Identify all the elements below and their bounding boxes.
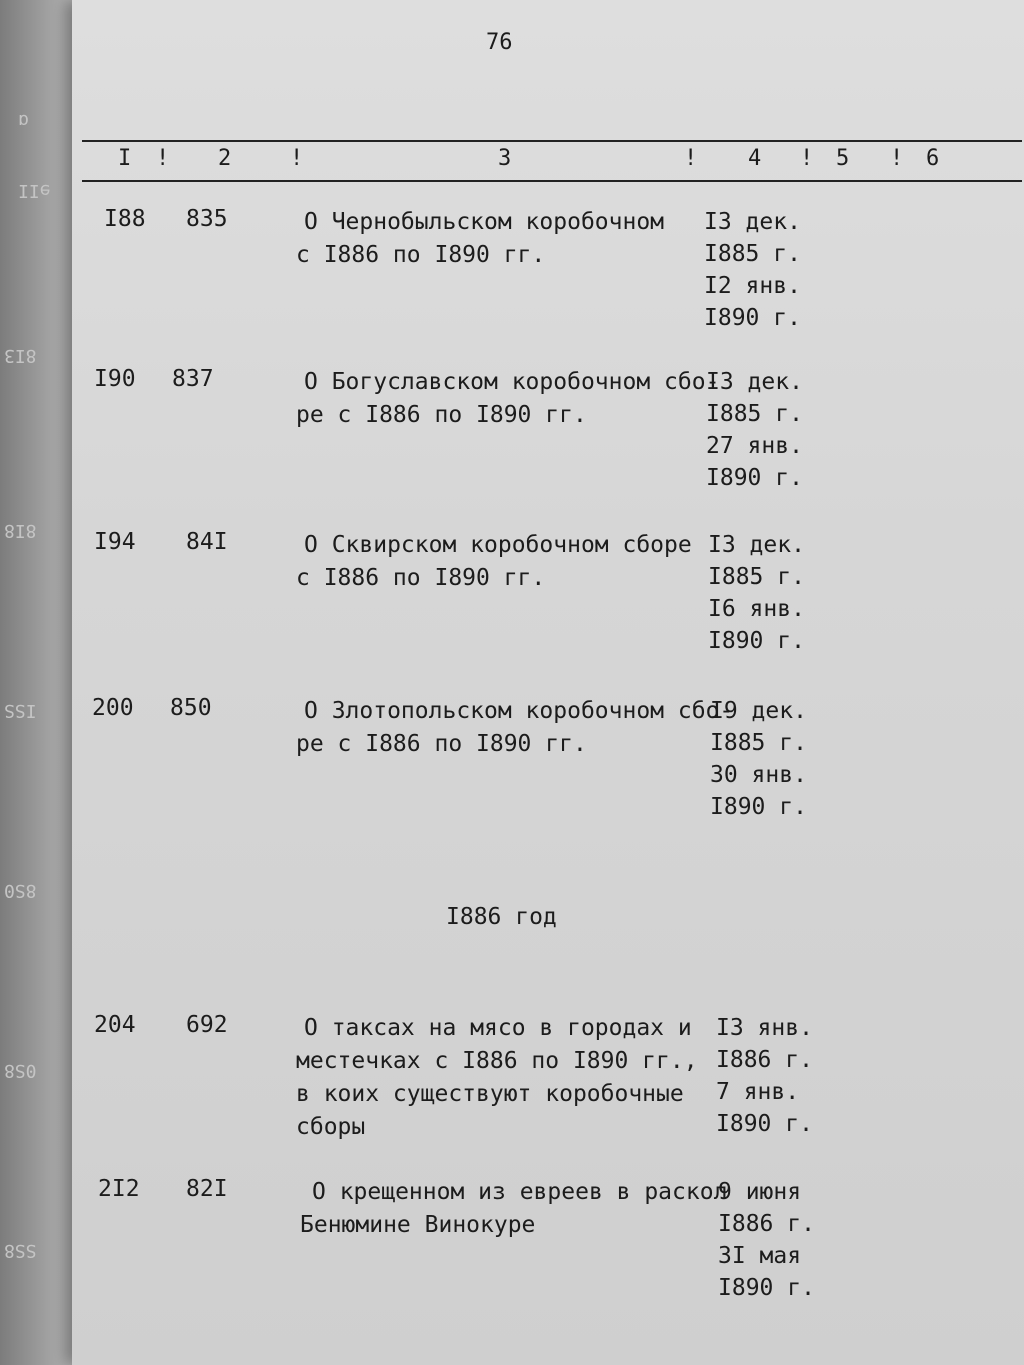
date-line: I2 янв. [704, 273, 801, 299]
row-number: 204 [94, 1012, 136, 1038]
row-dates [708, 529, 805, 657]
description-line: О крещенном из евреев в раскол [312, 1179, 728, 1205]
date-line: I890 г. [704, 305, 801, 331]
description-line: местечках с I886 по I890 гг., [296, 1048, 698, 1074]
description-line: сборы [296, 1114, 366, 1140]
row-dates [716, 1012, 813, 1140]
bleed-through-mark: ɑ [18, 110, 29, 131]
date-line: 9 июня [718, 1179, 802, 1205]
bleed-through-mark: 8S0 [4, 880, 37, 901]
date-line: I890 г. [706, 465, 803, 491]
row-number: I88 [104, 206, 146, 232]
row-dates [706, 366, 803, 494]
description-line: О Сквирском коробочном сборе [304, 532, 692, 558]
description-line: О таксах на мясо в городах и [304, 1015, 692, 1041]
bleed-through-mark: 8I3 [4, 345, 37, 366]
table-top-rule [82, 140, 1022, 142]
description-line: ре с I886 по I890 гг. [296, 731, 587, 757]
year-heading: I886 год [446, 904, 557, 930]
row-description [296, 366, 720, 432]
description-line: с I886 по I890 гг. [296, 565, 546, 591]
date-line: 30 янв. [710, 762, 807, 788]
header-separator: ! [684, 146, 698, 171]
header-col-6: 6 [926, 146, 940, 171]
date-line: I885 г. [706, 401, 803, 427]
header-col-5: 5 [836, 146, 850, 171]
description-line: с I886 по I890 гг. [296, 242, 546, 268]
date-line: I885 г. [708, 564, 805, 590]
table-header-rule [82, 180, 1022, 182]
description-line: О Злотопольском коробочном сбо- [304, 698, 734, 724]
date-line: I3 дек. [704, 209, 801, 235]
date-line: I3 дек. [706, 369, 803, 395]
row-code: 692 [186, 1012, 228, 1038]
header-col-1: I [118, 146, 132, 171]
description-line: Бенюмине Винокуре [300, 1212, 536, 1238]
header-col-3: 3 [498, 146, 512, 171]
row-description [296, 1012, 701, 1144]
row-code: 837 [172, 366, 214, 392]
bleed-through-mark: ɘII [18, 180, 51, 201]
document-page [72, 0, 1024, 1365]
header-col-2: 2 [218, 146, 232, 171]
date-line: I890 г. [718, 1275, 815, 1301]
page-number: 76 [486, 30, 513, 55]
row-code: 82I [186, 1176, 228, 1202]
row-code: 835 [186, 206, 228, 232]
bleed-through-mark: ISS [4, 700, 37, 721]
row-dates [704, 206, 801, 334]
date-line: 27 янв. [706, 433, 803, 459]
date-line: I6 янв. [708, 596, 805, 622]
date-line: 3I мая [718, 1243, 802, 1269]
date-line: I890 г. [708, 628, 805, 654]
date-line: I3 янв. [716, 1015, 813, 1041]
row-description [300, 1176, 728, 1242]
row-description [296, 206, 701, 272]
description-line: О Богуславском коробочном сбо- [304, 369, 720, 395]
description-line: в коих существуют коробочные [296, 1081, 684, 1107]
bleed-through-mark: 0S8 [4, 1060, 37, 1081]
date-line: I9 дек. [710, 698, 807, 724]
date-line: I3 дек. [708, 532, 805, 558]
header-separator: ! [800, 146, 814, 171]
header-col-4: 4 [748, 146, 762, 171]
date-line: I885 г. [704, 241, 801, 267]
date-line: I886 г. [716, 1047, 813, 1073]
row-number: I94 [94, 529, 136, 555]
date-line: I886 г. [718, 1211, 815, 1237]
date-line: I890 г. [710, 794, 807, 820]
row-dates [710, 695, 807, 823]
header-separator: ! [156, 146, 170, 171]
row-description [296, 529, 701, 595]
bleed-through-mark: SS8 [4, 1240, 37, 1261]
date-line: I890 г. [716, 1111, 813, 1137]
date-line: 7 янв. [716, 1079, 800, 1105]
table-header-row [0, 146, 1024, 174]
bleed-through-mark: 8I8 [4, 520, 37, 541]
row-number: 200 [92, 695, 134, 721]
date-line: I885 г. [710, 730, 807, 756]
row-code: 850 [170, 695, 212, 721]
description-line: ре с I886 по I890 гг. [296, 402, 587, 428]
header-separator: ! [290, 146, 304, 171]
row-number: I90 [94, 366, 136, 392]
row-dates [718, 1176, 815, 1304]
description-line: О Чернобыльском коробочном [304, 209, 665, 235]
row-number: 2I2 [98, 1176, 140, 1202]
row-code: 84I [186, 529, 228, 555]
row-description [296, 695, 734, 761]
header-separator: ! [890, 146, 904, 171]
